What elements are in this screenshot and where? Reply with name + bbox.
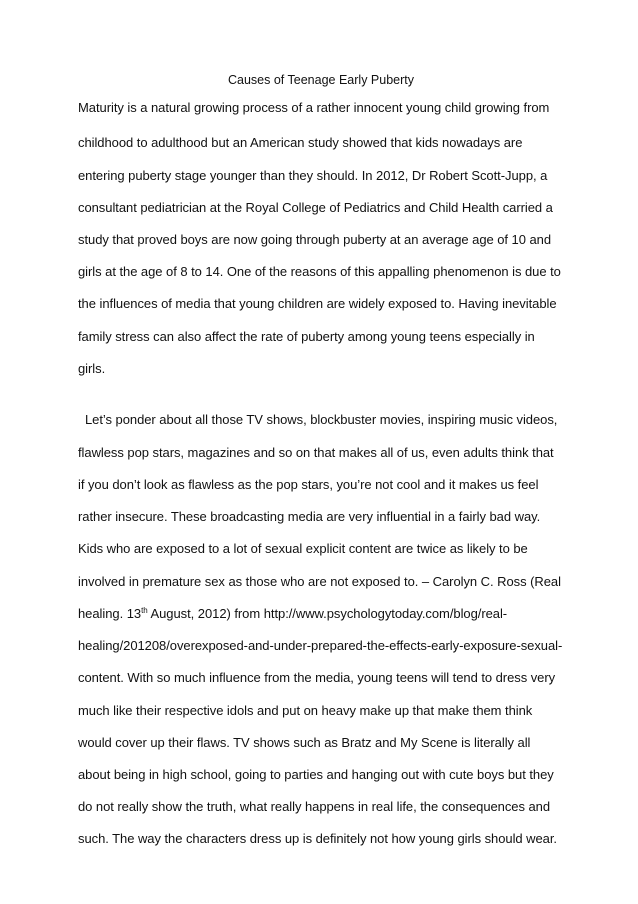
paragraph-2-line: Kids who are exposed to a lot of sexual explicit content are twice as likely to be (78, 541, 528, 556)
paragraph-1-line: family stress can also affect the rate of puberty among young teens especially in (78, 329, 535, 344)
paragraph-2-line: involved in premature sex as those who are not exposed to. – Carolyn C. Ross (Real (78, 574, 561, 589)
paragraph-1-line: girls at the age of 8 to 14. One of the reasons of this appalling phenomenon is due to (78, 264, 561, 279)
paragraph-2-line: about being in high school, going to parties and hanging out with cute boys but they (78, 767, 554, 782)
ordinal-suffix: th (141, 606, 148, 615)
paragraph-1-line: consultant pediatrician at the Royal College of Pediatrics and Child Health carried a (78, 200, 553, 215)
citation-url-start: August, 2012) from http://www.psychologytoday.com/blog/real- (147, 606, 508, 621)
paragraph-2-line: if you don’t look as flawless as the pop stars, you’re not cool and it makes us feel (78, 477, 539, 492)
paragraph-2-line: healing/201208/overexposed-and-under-prepared-the-effects-early-exposure-sexual- (78, 638, 563, 653)
paragraph-2-line: such. The way the characters dress up is definitely not how young girls should wear. (78, 831, 557, 846)
paragraph-2-line: would cover up their flaws. TV shows such as Bratz and My Scene is literally all (78, 735, 531, 750)
paragraph-2-line: Let’s ponder about all those TV shows, blockbuster movies, inspiring music videos, (85, 412, 558, 427)
paragraph-1-line: the influences of media that young children are widely exposed to. Having inevitable (78, 296, 557, 311)
paragraph-1-line: Maturity is a natural growing process of a rather innocent young child growing from (78, 100, 550, 115)
citation-text: healing. 13 (78, 606, 142, 621)
paragraph-1-line: childhood to adulthood but an American study showed that kids nowadays are (78, 135, 523, 150)
paragraph-1-line: study that proved boys are now going through puberty at an average age of 10 and (78, 232, 552, 247)
paragraph-2-line: flawless pop stars, magazines and so on that makes all of us, even adults think that (78, 445, 554, 460)
paragraph-2-line: do not really show the truth, what really happens in real life, the consequences and (78, 799, 551, 814)
paragraph-1-line: entering puberty stage younger than they should. In 2012, Dr Robert Scott-Jupp, a (78, 168, 548, 183)
document-title: Causes of Teenage Early Puberty (228, 73, 414, 87)
citation-line (78, 606, 507, 622)
paragraph-2-line: much like their respective idols and put on heavy make up that make them think (78, 703, 533, 718)
paragraph-2-line: rather insecure. These broadcasting media are very influential in a fairly bad way. (78, 509, 541, 524)
paragraph-2-line: content. With so much influence from the media, young teens will tend to dress very (78, 670, 556, 685)
paragraph-1-line: girls. (78, 361, 106, 376)
